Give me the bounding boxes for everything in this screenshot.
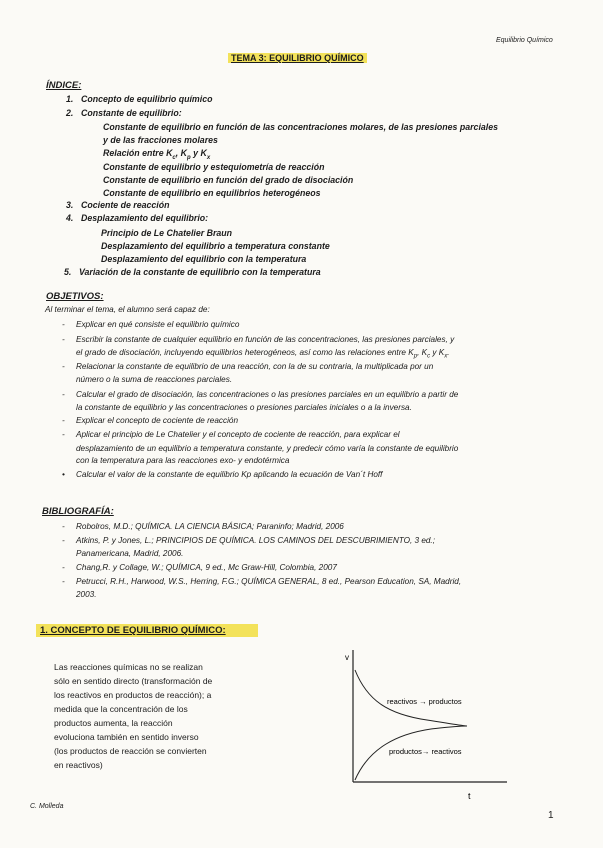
objective-bullet: -: [62, 362, 65, 371]
index-item: [101, 241, 330, 251]
page-title: TEMA 3: EQUILIBRIO QUÍMICO: [228, 53, 367, 63]
page-number: 1: [548, 810, 554, 821]
index-item: [64, 267, 321, 277]
text-part: , K: [175, 148, 188, 158]
index-item-number: 3.: [66, 200, 74, 210]
bibliography-bullet: -: [62, 577, 65, 586]
subscript: c: [427, 353, 431, 360]
objective-bullet: -: [62, 320, 65, 329]
text-part: y K: [190, 148, 207, 158]
objective-line: [62, 444, 458, 453]
bibliography-entry: [62, 549, 183, 558]
index-item: [103, 162, 324, 172]
index-item-number: 4.: [66, 213, 74, 223]
objective-text: Relacionar la constante de equilibrio de una reacción, con la de su contraria, la multiplicada por un: [76, 362, 434, 371]
section1-heading: 1. CONCEPTO DE EQUILIBRIO QUÍMICO:: [36, 624, 258, 637]
objective-line: [62, 470, 382, 479]
bibliography-entry: [62, 522, 344, 531]
objective-line: [62, 416, 238, 425]
bibliography-entry: [62, 590, 97, 599]
index-item-text: Desplazamiento del equilibrio:: [81, 213, 209, 223]
objective-bullet: •: [62, 470, 65, 479]
bibliography-heading: BIBLIOGRAFÍA:: [42, 506, 114, 517]
index-item-text: Constante de equilibrio:: [81, 108, 182, 118]
author: C. Molleda: [30, 803, 64, 810]
index-item-number: 5.: [64, 267, 72, 277]
index-item: [103, 175, 353, 185]
index-item-number: 1.: [66, 94, 74, 104]
paragraph-line: medida que la concentración de los: [54, 704, 188, 714]
objective-bullet: -: [62, 335, 65, 344]
index-item-text: Constante de equilibrio en equilibrios heterogéneos: [103, 188, 321, 198]
index-item-text: Variación de la constante de equilibrio con la temperatura: [79, 267, 321, 277]
index-item-text: Desplazamiento del equilibrio con la temperatura: [101, 254, 307, 264]
bibliography-text: 2003.: [76, 590, 97, 599]
objective-line: [62, 403, 412, 412]
text-part: , K: [417, 348, 428, 357]
paragraph-line: sólo en sentido directo (transformación de: [54, 676, 213, 686]
objective-text: con la temperatura para las reacciones exo- y endotérmica: [76, 456, 290, 465]
index-item-text: Constante de equilibrio en función del grado de disociación: [103, 175, 354, 185]
objective-text: Aplicar el principio de Le Chatelier y el concepto de cociente de reacción, para explicar el: [76, 430, 400, 439]
paragraph-line: Las reacciones químicas no se realizan: [54, 662, 203, 672]
subscript: p: [187, 154, 191, 161]
objective-line: [62, 456, 289, 465]
index-item-text: Desplazamiento del equilibrio a temperatura constante: [101, 241, 330, 251]
bibliography-text: Panamericana, Madrid, 2006.: [76, 549, 184, 558]
reverse-reaction-label: productos→ reactivos: [389, 747, 462, 756]
objective-line: [62, 348, 449, 360]
subscript: c: [172, 154, 176, 161]
index-item: [66, 108, 182, 118]
bibliography-text: Chang,R. y Collage, W.; QUÍMICA, 9 ed., Mc Graw-Hill, Colombia, 2007: [76, 563, 337, 572]
bibliography-bullet: -: [62, 563, 65, 572]
objective-line: [62, 390, 458, 399]
index-item: [101, 254, 306, 264]
text-part: .: [447, 348, 450, 357]
index-item: [66, 94, 212, 104]
objective-bullet: -: [62, 390, 65, 399]
index-item-text: Principio de Le Chatelier Braun: [101, 228, 233, 238]
index-item: [103, 122, 498, 132]
index-heading: ÍNDICE:: [46, 80, 82, 91]
running-title: Equilibrio Químico: [496, 37, 553, 44]
objective-line: [62, 362, 433, 371]
bibliography-text: Robolros, M.D.; QUÍMICA. LA CIENCIA BÁSICA; Paraninfo; Madrid, 2006: [76, 522, 344, 531]
paragraph-line: productos aumenta, la reacción: [54, 718, 173, 728]
bibliography-entry: [62, 577, 461, 586]
objective-line: [62, 335, 454, 344]
objective-text: la constante de equilibrio y las concentraciones o presiones parciales iniciales o a la inversa.: [76, 403, 412, 412]
forward-reaction-label: reactivos → productos: [387, 697, 462, 706]
x-axis-label: t: [468, 791, 471, 801]
index-item: [103, 148, 210, 161]
index-item: [66, 213, 208, 223]
bibliography-bullet: -: [62, 522, 65, 531]
index-item: [103, 188, 321, 198]
index-item: [101, 228, 232, 238]
bibliography-text: Petrucci, R.H., Harwood, W.S., Herring, F.G.; QUÍMICA GENERAL, 8 ed., Pearson Education, SA, Madrid,: [76, 577, 462, 586]
y-axis-label: v: [345, 653, 349, 662]
objective-text: Explicar en qué consiste el equilibrio químico: [76, 320, 240, 329]
objective-text: Calcular el grado de disociación, las concentraciones o las presiones parciales en un equilibrio a partir de: [76, 390, 459, 399]
objective-line: [62, 375, 232, 384]
objectives-heading: OBJETIVOS:: [46, 291, 104, 302]
index-item: [103, 135, 218, 145]
index-item-text: Constante de equilibrio y estequiometría de reacción: [103, 162, 325, 172]
index-item-text: Relación entre K: [103, 148, 173, 158]
index-item-text: Constante de equilibrio en función de las concentraciones molares, de las presiones parciales: [103, 122, 499, 132]
objectives-intro: Al terminar el tema, el alumno será capaz de:: [45, 305, 210, 314]
subscript: x: [444, 353, 448, 360]
objective-text: Calcular el valor de la constante de equilibrio Kp aplicando la ecuación de Van´t Hoff: [76, 470, 383, 479]
index-item-text: Concepto de equilibrio químico: [81, 94, 213, 104]
objective-line: [62, 320, 239, 329]
index-item-text: Cociente de reacción: [81, 200, 170, 210]
paragraph-line: los reactivos en productos de reacción); a: [54, 690, 212, 700]
subscript: p: [413, 353, 418, 360]
objective-text: desplazamiento de un equilibrio a temperatura constante, y predecir cómo varía la constante de equilibrio: [76, 444, 459, 453]
objective-text: el grado de disociación, incluyendo equilibrios heterogéneos, así como las relaciones entre K: [76, 348, 414, 357]
index-item-number: 2.: [66, 108, 74, 118]
bibliography-entry: [62, 536, 435, 545]
bibliography-text: Atkins, P. y Jones, L.; PRINCIPIOS DE QUÍMICA. LOS CAMINOS DEL DESCUBRIMIENTO, 3 ed.;: [76, 536, 435, 545]
objective-bullet: -: [62, 430, 65, 439]
index-item: [66, 200, 170, 210]
bibliography-entry: [62, 563, 337, 572]
text-part: y K: [430, 348, 445, 357]
objective-line: [62, 430, 400, 439]
paragraph-line: (los productos de reacción se convierten: [54, 746, 207, 756]
paragraph-line: evoluciona también en sentido inverso: [54, 732, 199, 742]
bibliography-bullet: -: [62, 536, 65, 545]
index-item-text: y de las fracciones molares: [103, 135, 218, 145]
objective-text: número o la suma de reacciones parciales.: [76, 375, 233, 384]
objective-text: Escribir la constante de cualquier equilibrio en función de las concentraciones, las presiones parciales, y: [76, 335, 455, 344]
equilibrium-graph: [335, 640, 535, 801]
paragraph-line: en reactivos): [54, 760, 103, 770]
subscript: x: [206, 154, 211, 161]
objective-bullet: -: [62, 416, 65, 425]
objective-text: Explicar el concepto de cociente de reacción: [76, 416, 239, 425]
